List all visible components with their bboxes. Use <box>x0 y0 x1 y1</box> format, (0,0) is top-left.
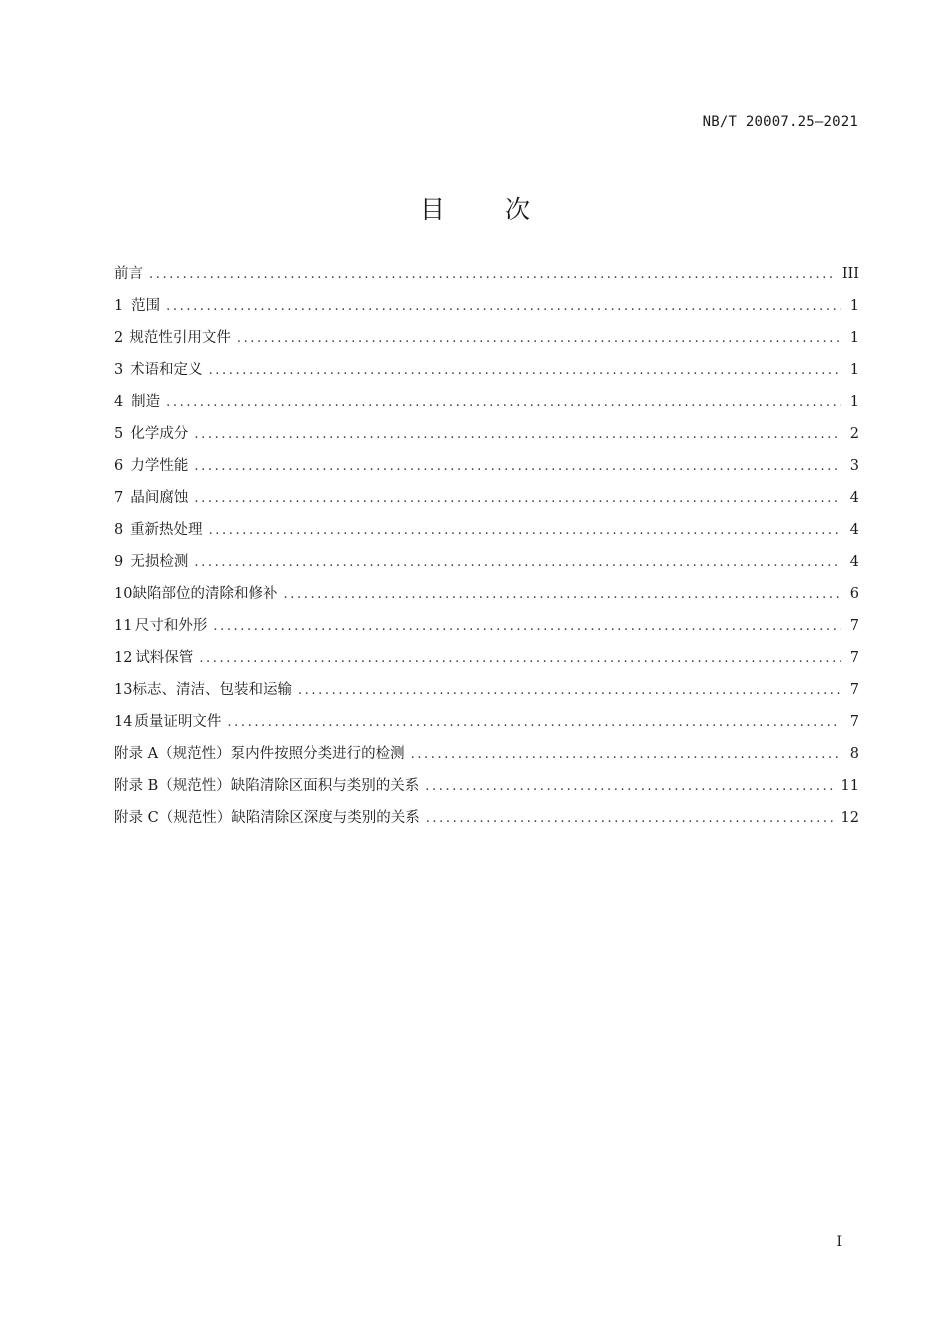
annex-label: 缺陷清除区面积与类别的关系 <box>230 778 420 794</box>
toc-entry-number: 4 <box>114 394 124 410</box>
dot-leader <box>209 515 841 547</box>
toc-entry-page: 7 <box>849 650 859 666</box>
toc-entry-label: 术语和定义 <box>130 362 203 378</box>
annex-label: 缺陷清除区深度与类别的关系 <box>231 810 420 826</box>
toc-entry-label: 范围 <box>131 298 161 314</box>
dot-leader <box>425 771 834 803</box>
toc-entry-page: 1 <box>849 362 859 378</box>
toc-entry-page: III <box>841 266 859 282</box>
toc-entry-10[interactable] <box>114 578 859 610</box>
toc-entry-number: 3 <box>114 362 124 378</box>
toc-entry-label: 晶间腐蚀 <box>130 490 189 506</box>
annex-tag: 附录 A（规范性） <box>114 746 231 762</box>
toc-entry-page: 8 <box>849 746 859 762</box>
toc-entry-1[interactable] <box>114 290 859 322</box>
dot-leader <box>411 739 841 771</box>
annex-label: 泵内件按照分类进行的检测 <box>230 746 405 762</box>
toc-entry-page: 6 <box>849 586 859 602</box>
toc-entry-page: 4 <box>849 554 859 570</box>
toc-entry-page: 1 <box>849 394 859 410</box>
dot-leader <box>426 803 835 835</box>
toc-entry-label: 前言 <box>114 266 143 282</box>
toc-entry-number: 13 <box>114 682 133 698</box>
toc-entry-page: 4 <box>849 522 859 538</box>
toc-entry-page: 1 <box>849 298 859 314</box>
toc-entry-number: 6 <box>114 458 124 474</box>
toc-entry-page: 7 <box>849 618 859 634</box>
toc-entry-page: 3 <box>849 458 859 474</box>
toc-entry-number: 10 <box>114 586 133 602</box>
toc-entry-number: 2 <box>114 330 124 346</box>
toc-entry-label: 化学成分 <box>130 426 189 442</box>
dot-leader <box>149 259 836 291</box>
toc-entry-label: 重新热处理 <box>130 522 203 538</box>
dot-leader <box>237 323 841 355</box>
toc-entry-label: 无损检测 <box>130 554 189 570</box>
toc-entry-page: 2 <box>849 426 859 442</box>
toc-entry-page: 7 <box>849 714 859 730</box>
toc-entry-number: 5 <box>114 426 124 442</box>
toc-annex-b[interactable] <box>114 770 859 802</box>
toc-entry-number: 9 <box>114 554 124 570</box>
dot-leader <box>194 419 841 451</box>
annex-tag: 附录 C（规范性） <box>114 810 232 826</box>
dot-leader <box>166 291 841 323</box>
toc-entry-7[interactable] <box>114 482 859 514</box>
toc-entry-14[interactable] <box>114 706 859 738</box>
dot-leader <box>199 643 841 675</box>
toc-entry-page: 7 <box>849 682 859 698</box>
toc-entry-number: 11 <box>114 618 133 634</box>
toc-annex-c[interactable] <box>114 802 859 834</box>
toc-entry-page: 11 <box>840 778 859 794</box>
toc-entry-number: 14 <box>114 714 133 730</box>
dot-leader <box>213 611 841 643</box>
document-code: NB/T 20007.25—2021 <box>702 114 858 130</box>
toc-entry-label: 力学性能 <box>130 458 189 474</box>
annex-tag: 附录 B（规范性） <box>114 778 231 794</box>
dot-leader <box>227 707 841 739</box>
toc-entry-label: 试料保管 <box>135 650 194 666</box>
dot-leader <box>209 355 841 387</box>
toc-entry-4[interactable] <box>114 386 859 418</box>
toc-entry-label: 质量证明文件 <box>134 714 222 730</box>
toc-title-char-1: 目 <box>419 195 445 224</box>
toc-entry-9[interactable] <box>114 546 859 578</box>
toc-entry-label: 标志、清洁、包装和运输 <box>132 682 292 698</box>
dot-leader <box>194 451 841 483</box>
toc-entry-2[interactable] <box>114 322 859 354</box>
toc-entry-label: 尺寸和外形 <box>134 618 208 634</box>
table-of-contents <box>114 258 859 834</box>
toc-entry-number: 7 <box>114 490 124 506</box>
toc-entry-6[interactable] <box>114 450 859 482</box>
toc-entry-page: 12 <box>840 810 859 826</box>
dot-leader <box>284 579 841 611</box>
toc-entry-8[interactable] <box>114 514 859 546</box>
toc-entry-number: 12 <box>114 650 133 666</box>
toc-entry-number: 1 <box>114 298 124 314</box>
dot-leader <box>194 547 841 579</box>
toc-entry-13[interactable] <box>114 674 859 706</box>
dot-leader <box>298 675 841 707</box>
dot-leader <box>166 387 841 419</box>
dot-leader <box>194 483 841 515</box>
toc-entry-label: 规范性引用文件 <box>129 330 231 346</box>
toc-entry-label: 制造 <box>131 394 161 410</box>
toc-title-char-2: 次 <box>505 195 531 224</box>
toc-title <box>0 190 950 226</box>
page-number: I <box>836 1234 842 1250</box>
toc-entry-12[interactable] <box>114 642 859 674</box>
toc-annex-a[interactable] <box>114 738 859 770</box>
toc-entry-number: 8 <box>114 522 124 538</box>
toc-entry-11[interactable] <box>114 610 859 642</box>
toc-entry-5[interactable] <box>114 418 859 450</box>
toc-entry-page: 1 <box>849 330 859 346</box>
toc-entry-label: 缺陷部位的清除和修补 <box>132 586 278 602</box>
toc-entry-foreword[interactable] <box>114 258 859 290</box>
toc-entry-page: 4 <box>849 490 859 506</box>
toc-entry-3[interactable] <box>114 354 859 386</box>
